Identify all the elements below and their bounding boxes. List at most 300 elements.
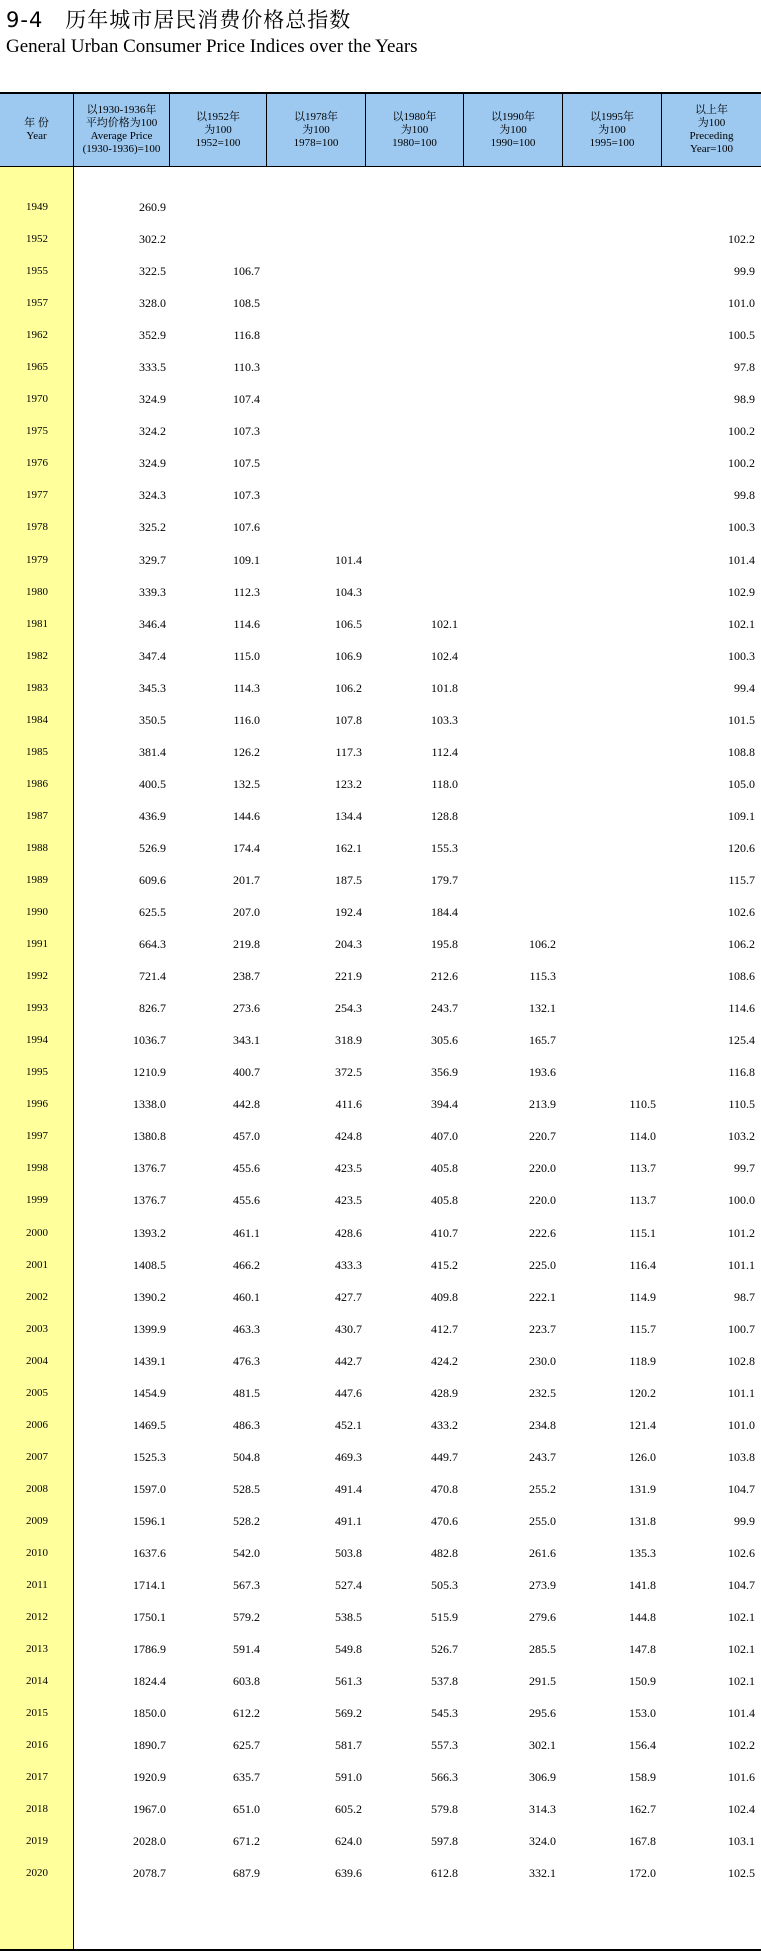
value-cell: 97.8 <box>734 360 755 375</box>
value-cell: 114.9 <box>629 1289 656 1304</box>
year-cell: 1979 <box>26 553 48 566</box>
year-cell: 1980 <box>26 585 48 598</box>
table-row <box>0 1450 761 1482</box>
value-cell: 128.8 <box>431 808 458 823</box>
value-cell: 1390.2 <box>133 1289 166 1304</box>
table-body <box>0 200 761 1898</box>
value-cell: 325.2 <box>139 520 166 535</box>
value-cell: 104.7 <box>728 1578 755 1593</box>
value-cell: 579.8 <box>431 1802 458 1817</box>
value-cell: 567.3 <box>233 1578 260 1593</box>
value-cell: 107.3 <box>233 488 260 503</box>
value-cell: 515.9 <box>431 1610 458 1625</box>
table-row <box>0 969 761 1001</box>
year-cell: 1977 <box>26 489 48 502</box>
value-cell: 107.6 <box>233 520 260 535</box>
table-row <box>0 681 761 713</box>
value-cell: 156.4 <box>629 1738 656 1753</box>
table-row <box>0 1418 761 1450</box>
value-cell: 144.6 <box>233 808 260 823</box>
value-cell: 597.8 <box>431 1834 458 1849</box>
value-cell: 1469.5 <box>133 1417 166 1432</box>
year-cell: 1994 <box>26 1034 48 1047</box>
value-cell: 1399.9 <box>133 1321 166 1336</box>
table-row <box>0 1834 761 1866</box>
table-row <box>0 328 761 360</box>
value-cell: 476.3 <box>233 1353 260 1368</box>
value-cell: 212.6 <box>431 969 458 984</box>
value-cell: 113.7 <box>629 1193 656 1208</box>
table-row <box>0 264 761 296</box>
table-row <box>0 1802 761 1834</box>
value-cell: 1824.4 <box>133 1674 166 1689</box>
value-cell: 121.4 <box>629 1417 656 1432</box>
table-row <box>0 1642 761 1674</box>
value-cell: 651.0 <box>233 1802 260 1817</box>
value-cell: 100.5 <box>728 328 755 343</box>
value-cell: 99.9 <box>734 1513 755 1528</box>
value-cell: 537.8 <box>431 1674 458 1689</box>
value-cell: 118.9 <box>629 1353 656 1368</box>
year-cell: 2008 <box>26 1482 48 1495</box>
value-cell: 1380.8 <box>133 1129 166 1144</box>
value-cell: 99.8 <box>734 488 755 503</box>
value-cell: 106.2 <box>529 937 556 952</box>
year-cell: 2002 <box>26 1290 48 1303</box>
value-cell: 102.8 <box>728 1353 755 1368</box>
value-cell: 491.4 <box>335 1481 362 1496</box>
table-row <box>0 1610 761 1642</box>
value-cell: 347.4 <box>139 648 166 663</box>
value-cell: 324.2 <box>139 424 166 439</box>
value-cell: 220.0 <box>529 1161 556 1176</box>
value-cell: 147.8 <box>629 1642 656 1657</box>
value-cell: 318.9 <box>335 1033 362 1048</box>
table-row <box>0 1546 761 1578</box>
value-cell: 107.4 <box>233 392 260 407</box>
year-cell: 1983 <box>26 681 48 694</box>
year-cell: 1996 <box>26 1098 48 1111</box>
table-row <box>0 649 761 681</box>
value-cell: 117.3 <box>335 744 362 759</box>
table-row <box>0 1322 761 1354</box>
table-row <box>0 937 761 969</box>
value-cell: 469.3 <box>335 1449 362 1464</box>
value-cell: 526.7 <box>431 1642 458 1657</box>
value-cell: 624.0 <box>335 1834 362 1849</box>
table-row <box>0 1738 761 1770</box>
value-cell: 131.8 <box>629 1513 656 1528</box>
value-cell: 187.5 <box>335 872 362 887</box>
header-year: 年 份 Year <box>0 94 74 166</box>
value-cell: 103.8 <box>728 1449 755 1464</box>
value-cell: 220.0 <box>529 1193 556 1208</box>
table-row <box>0 745 761 777</box>
value-cell: 721.4 <box>139 969 166 984</box>
value-cell: 116.8 <box>233 328 260 343</box>
value-cell: 569.2 <box>335 1706 362 1721</box>
value-cell: 528.5 <box>233 1481 260 1496</box>
value-cell: 255.0 <box>529 1513 556 1528</box>
value-cell: 302.1 <box>529 1738 556 1753</box>
value-cell: 350.5 <box>139 712 166 727</box>
value-cell: 1439.1 <box>133 1353 166 1368</box>
value-cell: 612.8 <box>431 1866 458 1881</box>
value-cell: 549.8 <box>335 1642 362 1657</box>
value-cell: 99.9 <box>734 264 755 279</box>
value-cell: 324.0 <box>529 1834 556 1849</box>
value-cell: 106.9 <box>335 648 362 663</box>
table-row <box>0 200 761 232</box>
year-cell: 1981 <box>26 617 48 630</box>
table-header <box>0 94 761 167</box>
value-cell: 116.0 <box>233 712 260 727</box>
value-cell: 491.1 <box>335 1513 362 1528</box>
value-cell: 314.3 <box>529 1802 556 1817</box>
table-row <box>0 809 761 841</box>
value-cell: 528.2 <box>233 1513 260 1528</box>
value-cell: 102.9 <box>728 584 755 599</box>
value-cell: 455.6 <box>233 1161 260 1176</box>
value-cell: 505.3 <box>431 1578 458 1593</box>
year-cell: 2016 <box>26 1739 48 1752</box>
value-cell: 625.7 <box>233 1738 260 1753</box>
value-cell: 100.7 <box>728 1321 755 1336</box>
value-cell: 100.0 <box>728 1193 755 1208</box>
table-row <box>0 777 761 809</box>
table-row <box>0 873 761 905</box>
year-cell: 1989 <box>26 873 48 886</box>
year-cell: 1998 <box>26 1162 48 1175</box>
value-cell: 219.8 <box>233 937 260 952</box>
table-row <box>0 713 761 745</box>
year-cell: 1987 <box>26 809 48 822</box>
value-cell: 110.3 <box>233 360 260 375</box>
value-cell: 2028.0 <box>133 1834 166 1849</box>
value-cell: 101.2 <box>728 1225 755 1240</box>
page-title-cn: 9-4 历年城市居民消费价格总指数 <box>6 8 352 32</box>
value-cell: 144.8 <box>629 1610 656 1625</box>
value-cell: 1920.9 <box>133 1770 166 1785</box>
value-cell: 273.6 <box>233 1001 260 1016</box>
value-cell: 430.7 <box>335 1321 362 1336</box>
value-cell: 222.1 <box>529 1289 556 1304</box>
value-cell: 193.6 <box>529 1065 556 1080</box>
value-cell: 352.9 <box>139 328 166 343</box>
value-cell: 101.1 <box>728 1385 755 1400</box>
value-cell: 466.2 <box>233 1257 260 1272</box>
table-row <box>0 1226 761 1258</box>
value-cell: 1890.7 <box>133 1738 166 1753</box>
value-cell: 255.2 <box>529 1481 556 1496</box>
year-cell: 1965 <box>26 361 48 374</box>
year-cell: 2012 <box>26 1611 48 1624</box>
table-row <box>0 1578 761 1610</box>
value-cell: 605.2 <box>335 1802 362 1817</box>
table-row <box>0 1033 761 1065</box>
table-row <box>0 360 761 392</box>
year-cell: 2015 <box>26 1707 48 1720</box>
year-cell: 1992 <box>26 970 48 983</box>
value-cell: 213.9 <box>529 1097 556 1112</box>
year-cell: 2000 <box>26 1226 48 1239</box>
page-title-en: General Urban Consumer Price Indices over the Years <box>6 36 418 57</box>
value-cell: 428.9 <box>431 1385 458 1400</box>
value-cell: 112.3 <box>233 584 260 599</box>
value-cell: 104.3 <box>335 584 362 599</box>
year-cell: 1997 <box>26 1130 48 1143</box>
value-cell: 322.5 <box>139 264 166 279</box>
value-cell: 243.7 <box>431 1001 458 1016</box>
value-cell: 101.6 <box>728 1770 755 1785</box>
value-cell: 179.7 <box>431 872 458 887</box>
value-cell: 114.6 <box>233 616 260 631</box>
value-cell: 457.0 <box>233 1129 260 1144</box>
year-cell: 1988 <box>26 841 48 854</box>
table-row <box>0 1193 761 1225</box>
year-cell: 1978 <box>26 521 48 534</box>
value-cell: 1714.1 <box>133 1578 166 1593</box>
value-cell: 470.8 <box>431 1481 458 1496</box>
value-cell: 102.6 <box>728 905 755 920</box>
table-row <box>0 1258 761 1290</box>
value-cell: 107.3 <box>233 424 260 439</box>
value-cell: 101.8 <box>431 680 458 695</box>
table-row <box>0 1386 761 1418</box>
value-cell: 107.8 <box>335 712 362 727</box>
value-cell: 428.6 <box>335 1225 362 1240</box>
value-cell: 115.1 <box>629 1225 656 1240</box>
year-cell: 1995 <box>26 1066 48 1079</box>
value-cell: 460.1 <box>233 1289 260 1304</box>
value-cell: 238.7 <box>233 969 260 984</box>
value-cell: 112.4 <box>431 744 458 759</box>
value-cell: 329.7 <box>139 552 166 567</box>
value-cell: 1967.0 <box>133 1802 166 1817</box>
value-cell: 106.2 <box>335 680 362 695</box>
value-cell: 538.5 <box>335 1610 362 1625</box>
value-cell: 1637.6 <box>133 1545 166 1560</box>
value-cell: 302.2 <box>139 232 166 247</box>
value-cell: 184.4 <box>431 905 458 920</box>
value-cell: 106.2 <box>728 937 755 952</box>
value-cell: 141.8 <box>629 1578 656 1593</box>
value-cell: 503.8 <box>335 1545 362 1560</box>
value-cell: 135.3 <box>629 1545 656 1560</box>
year-cell: 1975 <box>26 425 48 438</box>
value-cell: 232.5 <box>529 1385 556 1400</box>
table-row <box>0 1001 761 1033</box>
value-cell: 1786.9 <box>133 1642 166 1657</box>
year-cell: 2013 <box>26 1643 48 1656</box>
value-cell: 105.0 <box>728 776 755 791</box>
value-cell: 174.4 <box>233 840 260 855</box>
table-row <box>0 424 761 456</box>
value-cell: 115.7 <box>728 872 755 887</box>
value-cell: 566.3 <box>431 1770 458 1785</box>
year-cell: 1982 <box>26 649 48 662</box>
value-cell: 356.9 <box>431 1065 458 1080</box>
table-row <box>0 296 761 328</box>
value-cell: 99.7 <box>734 1161 755 1176</box>
value-cell: 158.9 <box>629 1770 656 1785</box>
value-cell: 116.8 <box>728 1065 755 1080</box>
year-cell: 2003 <box>26 1322 48 1335</box>
year-cell: 1993 <box>26 1002 48 1015</box>
year-cell: 2001 <box>26 1258 48 1271</box>
value-cell: 101.4 <box>728 552 755 567</box>
value-cell: 126.2 <box>233 744 260 759</box>
value-cell: 150.9 <box>629 1674 656 1689</box>
year-cell: 2010 <box>26 1546 48 1559</box>
value-cell: 581.7 <box>335 1738 362 1753</box>
value-cell: 1597.0 <box>133 1481 166 1496</box>
header-preceding-year: 以上年 为100 Preceding Year=100 <box>689 104 734 155</box>
value-cell: 101.5 <box>728 712 755 727</box>
value-cell: 346.4 <box>139 616 166 631</box>
table-row <box>0 520 761 552</box>
value-cell: 102.1 <box>728 1642 755 1657</box>
value-cell: 113.7 <box>629 1161 656 1176</box>
value-cell: 463.3 <box>233 1321 260 1336</box>
value-cell: 114.0 <box>629 1129 656 1144</box>
value-cell: 107.5 <box>233 456 260 471</box>
value-cell: 254.3 <box>335 1001 362 1016</box>
value-cell: 101.4 <box>728 1706 755 1721</box>
year-cell: 2020 <box>26 1867 48 1880</box>
year-cell: 2009 <box>26 1514 48 1527</box>
value-cell: 591.0 <box>335 1770 362 1785</box>
value-cell: 234.8 <box>529 1417 556 1432</box>
value-cell: 481.5 <box>233 1385 260 1400</box>
value-cell: 101.0 <box>728 1417 755 1432</box>
value-cell: 103.1 <box>728 1834 755 1849</box>
value-cell: 333.5 <box>139 360 166 375</box>
value-cell: 324.9 <box>139 456 166 471</box>
value-cell: 100.3 <box>728 648 755 663</box>
value-cell: 664.3 <box>139 937 166 952</box>
value-cell: 561.3 <box>335 1674 362 1689</box>
value-cell: 433.3 <box>335 1257 362 1272</box>
table-row <box>0 488 761 520</box>
value-cell: 103.2 <box>728 1129 755 1144</box>
value-cell: 1525.3 <box>133 1449 166 1464</box>
value-cell: 603.8 <box>233 1674 260 1689</box>
value-cell: 1408.5 <box>133 1257 166 1272</box>
year-cell: 1991 <box>26 938 48 951</box>
value-cell: 101.4 <box>335 552 362 567</box>
table-bottom-rule <box>0 1949 761 1951</box>
value-cell: 108.6 <box>728 969 755 984</box>
value-cell: 100.2 <box>728 456 755 471</box>
value-cell: 98.9 <box>734 392 755 407</box>
value-cell: 153.0 <box>629 1706 656 1721</box>
value-cell: 195.8 <box>431 937 458 952</box>
year-cell: 1984 <box>26 713 48 726</box>
value-cell: 400.5 <box>139 776 166 791</box>
year-cell: 2019 <box>26 1835 48 1848</box>
value-cell: 162.7 <box>629 1802 656 1817</box>
header-base-1990: 以1990年 为100 1990=100 <box>464 94 563 166</box>
year-cell: 2005 <box>26 1386 48 1399</box>
value-cell: 222.6 <box>529 1225 556 1240</box>
value-cell: 455.6 <box>233 1193 260 1208</box>
table-row <box>0 1097 761 1129</box>
value-cell: 415.2 <box>431 1257 458 1272</box>
header-base-1995: 以1995年 为100 1995=100 <box>563 94 662 166</box>
value-cell: 504.8 <box>233 1449 260 1464</box>
header-base-1952: 以1952年 为100 1952=100 <box>170 94 267 166</box>
value-cell: 442.7 <box>335 1353 362 1368</box>
value-cell: 324.9 <box>139 392 166 407</box>
value-cell: 826.7 <box>139 1001 166 1016</box>
table-row <box>0 1290 761 1322</box>
value-cell: 155.3 <box>431 840 458 855</box>
year-cell: 2006 <box>26 1418 48 1431</box>
value-cell: 192.4 <box>335 905 362 920</box>
value-cell: 220.7 <box>529 1129 556 1144</box>
table-row <box>0 232 761 264</box>
value-cell: 381.4 <box>139 744 166 759</box>
value-cell: 110.5 <box>629 1097 656 1112</box>
value-cell: 343.1 <box>233 1033 260 1048</box>
value-cell: 98.7 <box>734 1289 755 1304</box>
value-cell: 412.7 <box>431 1321 458 1336</box>
value-cell: 102.2 <box>728 232 755 247</box>
value-cell: 1850.0 <box>133 1706 166 1721</box>
table-row <box>0 1674 761 1706</box>
value-cell: 372.5 <box>335 1065 362 1080</box>
value-cell: 103.3 <box>431 712 458 727</box>
value-cell: 1454.9 <box>133 1385 166 1400</box>
value-cell: 305.6 <box>431 1033 458 1048</box>
value-cell: 120.2 <box>629 1385 656 1400</box>
value-cell: 102.4 <box>431 648 458 663</box>
value-cell: 120.6 <box>728 840 755 855</box>
value-cell: 486.3 <box>233 1417 260 1432</box>
table-row <box>0 456 761 488</box>
year-cell: 1986 <box>26 777 48 790</box>
value-cell: 101.1 <box>728 1257 755 1272</box>
value-cell: 470.6 <box>431 1513 458 1528</box>
value-cell: 424.8 <box>335 1129 362 1144</box>
value-cell: 109.1 <box>728 808 755 823</box>
year-cell: 1952 <box>26 233 48 246</box>
table-row <box>0 553 761 585</box>
value-cell: 243.7 <box>529 1449 556 1464</box>
table-row <box>0 1866 761 1898</box>
value-cell: 423.5 <box>335 1193 362 1208</box>
table-row <box>0 1706 761 1738</box>
value-cell: 110.5 <box>728 1097 755 1112</box>
header-base-1930: 以1930-1936年 平均价格为100 Average Price (1930-1936)=100 <box>74 94 170 166</box>
value-cell: 102.1 <box>728 1610 755 1625</box>
year-cell: 1949 <box>26 201 48 213</box>
value-cell: 1036.7 <box>133 1033 166 1048</box>
value-cell: 394.4 <box>431 1097 458 1112</box>
year-cell: 2017 <box>26 1771 48 1784</box>
value-cell: 126.0 <box>629 1449 656 1464</box>
value-cell: 109.1 <box>233 552 260 567</box>
table-row <box>0 1482 761 1514</box>
year-cell: 2018 <box>26 1803 48 1816</box>
value-cell: 461.1 <box>233 1225 260 1240</box>
value-cell: 433.2 <box>431 1417 458 1432</box>
value-cell: 106.5 <box>335 616 362 631</box>
table-row <box>0 1161 761 1193</box>
year-cell: 2004 <box>26 1354 48 1367</box>
value-cell: 332.1 <box>529 1866 556 1881</box>
